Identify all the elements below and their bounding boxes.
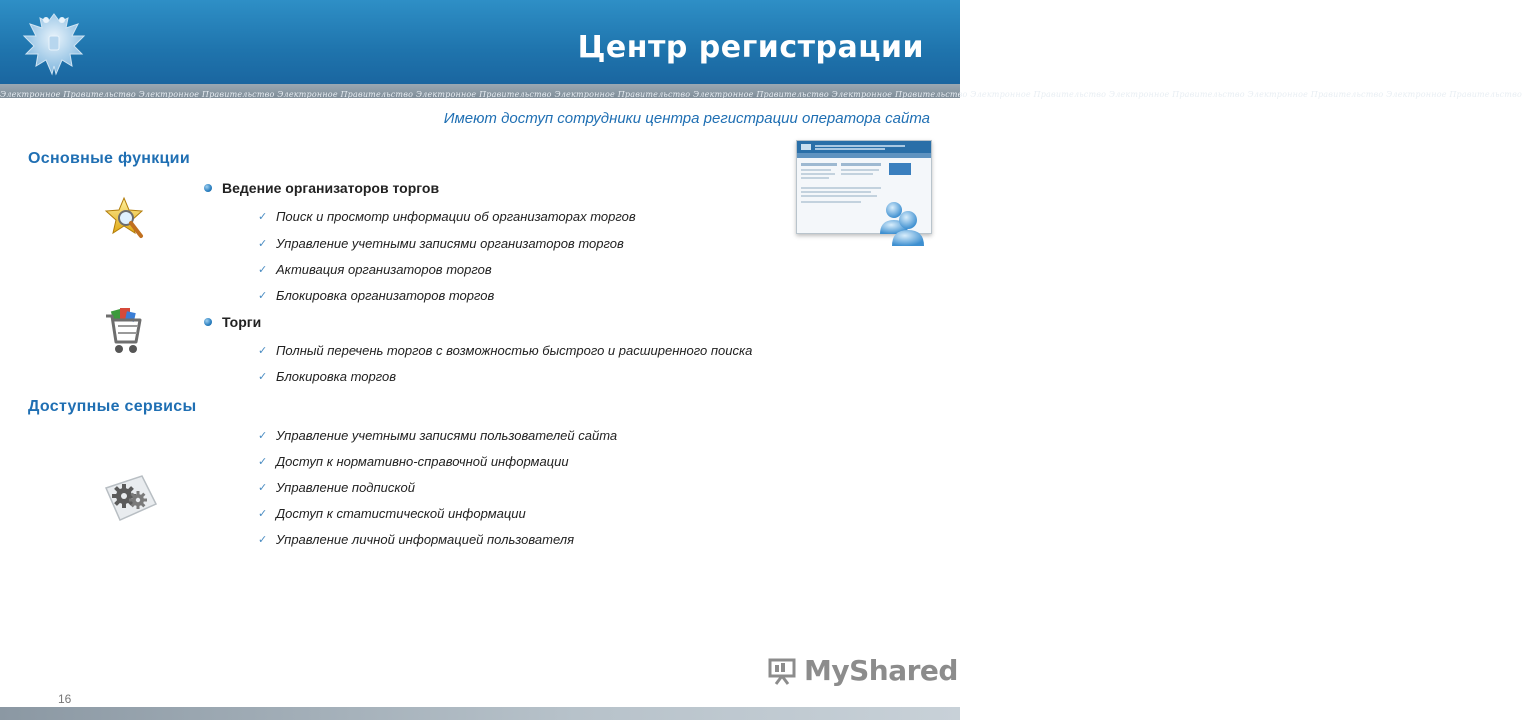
check-icon: ✓ <box>258 534 268 546</box>
list-item-text: Управление учетными записями пользователей сайта <box>276 428 618 443</box>
check-icon: ✓ <box>258 290 268 302</box>
list-item-text: Управление учетными записями организаторов торгов <box>276 236 624 251</box>
list-item <box>258 343 752 358</box>
check-icon: ✓ <box>258 430 268 442</box>
page-number: 16 <box>58 692 72 706</box>
group-label-auctions <box>204 314 261 330</box>
list-item-text: Активация организаторов торгов <box>276 262 492 277</box>
access-subtitle: Имеют доступ сотрудники центра регистрации оператора сайта <box>443 110 930 127</box>
list-item <box>258 428 617 443</box>
list-item <box>258 209 636 224</box>
page-title: Центр регистрации <box>577 30 924 65</box>
myshared-logo <box>768 654 958 687</box>
group-label-text: Торги <box>222 314 262 330</box>
list-item <box>258 454 569 469</box>
eagle-emblem-icon <box>16 6 92 82</box>
bullet-dot-icon <box>204 318 212 326</box>
list-item <box>258 262 492 277</box>
section-title-main-functions: Основные функции <box>28 150 190 167</box>
footer-bar <box>0 707 960 720</box>
check-icon: ✓ <box>258 238 268 250</box>
list-item <box>258 288 494 303</box>
presentation-board-icon <box>768 656 798 686</box>
list-item-text: Поиск и просмотр информации об организаторах торгов <box>276 209 636 224</box>
check-icon: ✓ <box>258 508 268 520</box>
list-item-text: Управление подпиской <box>276 480 415 495</box>
logo-text: MyShared <box>804 654 958 687</box>
check-icon: ✓ <box>258 482 268 494</box>
bullet-dot-icon <box>204 184 212 192</box>
check-icon: ✓ <box>258 456 268 468</box>
list-item-text: Доступ к статистической информации <box>276 506 526 521</box>
ribbon-text: Электронное Правительство Электронное Правительство Электронное Правительство Электронное Правительство Электронное Правительство Электронное Правительство Электронное Правительство Электронное Правительство Электронное Правительство Электронное Правительство Электронное Правительство <box>0 90 1522 99</box>
group-label-organizers <box>204 180 439 196</box>
check-icon: ✓ <box>258 371 268 383</box>
list-item <box>258 480 415 495</box>
users-icon <box>876 196 926 248</box>
list-item-text: Блокировка организаторов торгов <box>276 288 495 303</box>
list-item <box>258 369 396 384</box>
list-item <box>258 532 574 547</box>
list-item-text: Доступ к нормативно-справочной информации <box>276 454 569 469</box>
list-item <box>258 506 526 521</box>
star-magnifier-icon <box>104 196 146 240</box>
check-icon: ✓ <box>258 211 268 223</box>
check-icon: ✓ <box>258 264 268 276</box>
list-item-text: Блокировка торгов <box>276 369 397 384</box>
check-icon: ✓ <box>258 345 268 357</box>
section-title-services: Доступные сервисы <box>28 398 197 415</box>
ribbon-strip <box>0 84 1522 99</box>
list-item-text: Полный перечень торгов с возможностью быстрого и расширенного поиска <box>276 343 753 358</box>
shopping-cart-icon <box>102 306 144 356</box>
header-bar <box>0 0 960 84</box>
gears-icon <box>102 474 158 524</box>
list-item <box>258 236 624 251</box>
group-label-text: Ведение организаторов торгов <box>222 180 440 196</box>
list-item-text: Управление личной информацией пользователя <box>276 532 575 547</box>
